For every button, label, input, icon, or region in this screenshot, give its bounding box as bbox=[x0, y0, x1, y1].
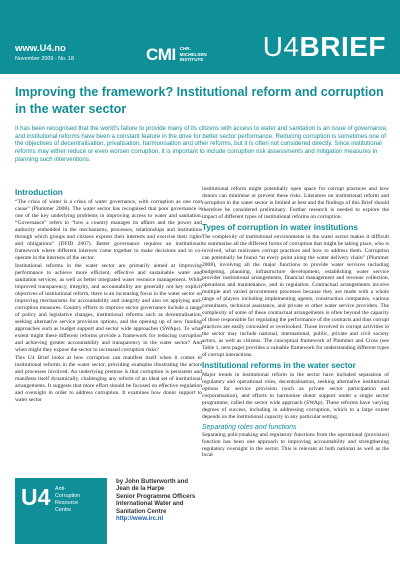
u4-anti-corruption-logo bbox=[15, 478, 107, 544]
issue-date: November 2009 - No. 18 bbox=[15, 56, 75, 62]
cmi-name-line2: MICHELSEN bbox=[179, 51, 207, 57]
paragraph: Separating policymaking and regulatory functions from the operational (provision) function has been one approach to improving accountability and strengthening regulatory oversight in the sector. This is relevant at both national as well as the local bbox=[202, 431, 389, 459]
cmi-name bbox=[180, 46, 207, 62]
u4-logo-text bbox=[55, 486, 80, 514]
right-column bbox=[202, 186, 389, 556]
paragraph: institutional reform might potentially open space for corrupt practices and how donors can minimise or prevent these risks. Literature on institutional reform and corruption in the water sector is limited at best and the findings of this Brief should therefore be considered preliminary. Further research is needed to explore the impact of different types of institutional reforms on corruption. bbox=[202, 186, 389, 220]
abstract: It has been recognised that the world's failure to provide many of its citizens with access to water and sanitation is an issue of governance, and institutional reforms have been a constant feature in the drive for better sector performance. Reducing corruption is sometimes one of the objectives of decentralisation, privatisation, harmonisation and other reforms, but it is often not considered directly. Since institutional reforms may either reduce or even worsen corruption, it is important to include corruption risk assessments and mitigation measures in planning such interventions. bbox=[15, 125, 388, 163]
paragraph: “The crisis of water is a crisis of water governance, with corruption as one root cause” (Plummer 2008). The water sector has recognised that poor governance is one of the key underlying problems in improving access to water and sanitation. “Governance” refers to “how a country manages its affairs and the power and authority embedded in the mechanisms, processes, relationships and institutions through which groups and citizens express their interests and exercise their rights and obligations” (DFID 2007). Better governance requires an institutional framework where different interests come together to make decisions and to co-operate in the interests of the sector. bbox=[15, 199, 202, 261]
u4-line2: Corruption bbox=[55, 493, 81, 499]
section-heading-types-of-corruption: Types of corruption in water institutions bbox=[202, 222, 358, 232]
page-title: Improving the framework? Institutional reform and corruption in the water sector bbox=[15, 85, 384, 116]
u4-line3: Resource bbox=[55, 500, 79, 506]
u4-line1: Anti- bbox=[55, 486, 67, 492]
author-line: Sanitation Centre bbox=[116, 507, 167, 515]
cmi-mark: CMI bbox=[146, 45, 176, 64]
brief-word: BRIEF bbox=[299, 31, 386, 62]
header-band bbox=[0, 0, 400, 74]
u4-line4: Centre bbox=[55, 507, 72, 513]
section-heading-institutional-reforms: Institutional reforms in the water sector bbox=[202, 360, 356, 370]
left-column bbox=[15, 186, 202, 472]
author-link[interactable]: http://www.irc.nl bbox=[116, 515, 164, 523]
author-line: International Water and bbox=[116, 500, 184, 508]
author-line: by John Butterworth and bbox=[116, 478, 189, 485]
u4-logo-mark: U4 bbox=[21, 484, 51, 510]
u4-brief-logo bbox=[263, 33, 386, 61]
author-block bbox=[116, 478, 202, 522]
author-line: Senior Programme Officers bbox=[116, 492, 196, 500]
paragraph: This U4 Brief looks at how corruption can manifest itself when it comes to institutional reforms in the water sector, providing examples illustrating the actors and processes involved. An underlying premise is that corruption is persistent and manifests itself dynamically, challenging any reform of an ideal set of institutional arrangements. It suggests that more effort should be focused on effective regulation and oversight in order to address corruption. It examines how donor support to water sector bbox=[15, 354, 202, 403]
cmi-name-line1: CHR. bbox=[179, 46, 191, 52]
section-heading-introduction: Introduction bbox=[15, 188, 63, 197]
author-line: Jean de la Harpe bbox=[116, 485, 165, 493]
site-url[interactable]: www.U4.no bbox=[15, 43, 66, 54]
paragraph: Institutional reforms in the water sector are primarily aimed at improving performance to achieve more efficient, effective and sustainable water and sanitation services, as well as better integrated water resource management. While improved transparency, integrity, and accountability are generally not key explicit objectives of institutional reform, there is an increasing focus in the water sector on improving mechanisms for accountability and integrity and also on applying anti-corruption measures. Country efforts to improve sector governance include a range of policy and legislative changes, institutional reforms such as decentralisation, seeking alternative service provision options, and the opening up of new funding approaches such as budget support and sector wide approaches (SWAps). To what extent might these different reforms provide a framework for reducing corruption and achieving greater accountability and transparency in the water sector? And when might they expose the sector to increased corruption risks? bbox=[15, 263, 202, 353]
cmi-name-line3: INSTITUTE bbox=[179, 57, 204, 63]
brief-u4: U4 bbox=[262, 31, 300, 62]
cmi-logo bbox=[146, 46, 207, 63]
paragraph: Major trends in institutional reform in the sector have included separation of regulatory and operational roles, decentralisation, seeking alternative institutional options for service provision (such as private sector participation and corporatisation), and efforts to harmonise donor support under a single sector programme, called the sector wide approach (SWAp). These reforms have varying degrees of success, including in addressing corruption, which to a large extent depends on the institutional capacity in any particular setting. bbox=[202, 371, 389, 420]
subheading-separating-roles: Separating roles and functions bbox=[202, 423, 297, 431]
paragraph: The complexity of institutional environments in the water sector makes it difficult to summarise all the different forms of corruption that might be taking place, who is involved, what motivates corrupt practices and how to address them. Corruption can potentially be found “at every point along the water delivery chain” (Plummer 2008), involving all the major functions to provide water services including budgeting, planning, infrastructure development, establishing water service provider institutional arrangements, financial management and revenue collection, operations and maintenance, and in regulation. Contractual arrangements involve multiple and varied procurement processes because they are made with a whole range of players including implementing agents, construction companies, various consultants, technical assistance, and private or other water service providers. The complexity of some of these contractual arrangements is often beyond the capacity of those responsible for regulating the performance of the contracts and thus corrupt practices are easily concealed or overlooked. Those involved in corrupt activities in the sector may include national, international, public, private and civil society actors, as well as citizens. The conceptual framework of Plummer and Cross (see Table 1, next page) provides a valuable framework for understanding different types of corrupt interactions. bbox=[202, 233, 389, 358]
